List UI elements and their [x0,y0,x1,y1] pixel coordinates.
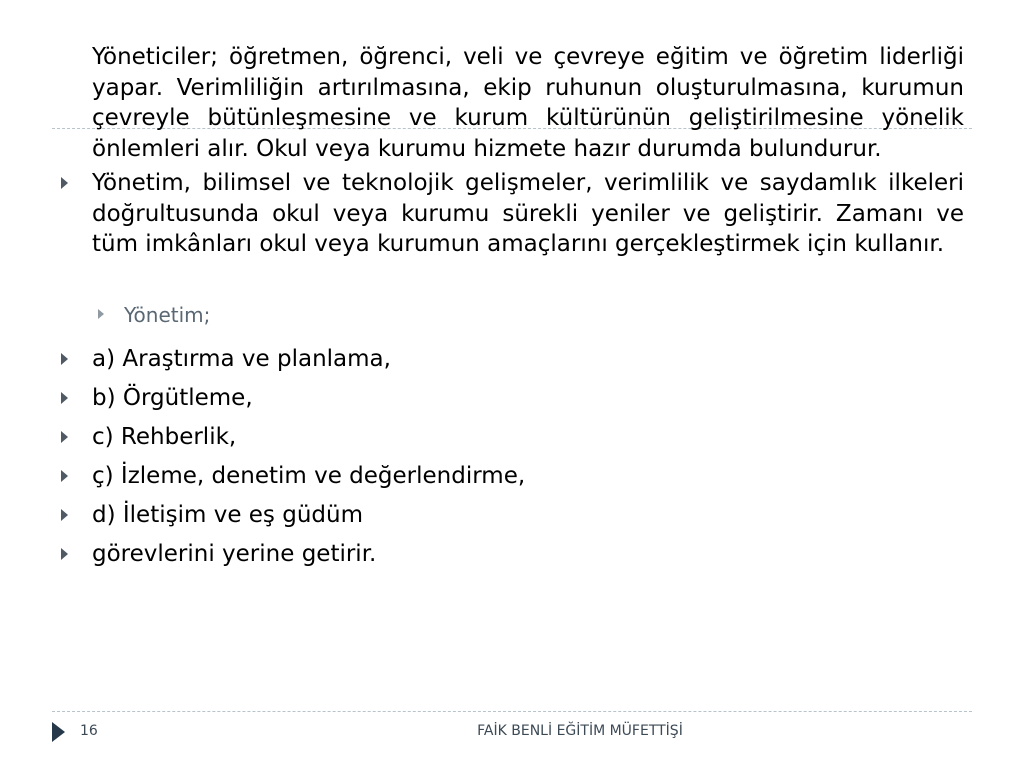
list-item [58,340,964,379]
list-item [58,457,964,496]
list-item [58,535,964,574]
list-item-text: a) Araştırma ve planlama, [92,345,391,372]
list-item-text: ç) İzleme, denetim ve değerlendirme, [92,462,526,489]
paragraph-intro [58,42,964,164]
triangle-bullet-icon [61,431,68,443]
play-arrow-icon [52,722,65,742]
sub-heading-text: Yönetim; [124,302,211,327]
paragraph-text: Yöneticiler; öğretmen, öğrenci, veli ve çevreye eğitim ve öğretim liderliği yapar. Verimliliğin artırılmasına, ekip ruhunun oluşturulmasına, kurumun çevreyle bütünleşmesine ve kurum kültürünün geliştirilmesine yönelik önlemleri alır. Okul veya kurumu hizmete hazır durumda bulundurur. [92,44,964,162]
list-item-text: c) Rehberlik, [92,423,237,450]
footer-title: FAİK BENLİ EĞİTİM MÜFETTİŞİ [477,723,683,739]
paragraph-management [58,168,964,260]
slide-number: 16 [80,723,98,739]
triangle-bullet-icon [61,509,68,521]
triangle-bullet-icon [61,470,68,482]
triangle-bullet-icon [61,177,68,189]
bottom-divider [52,711,972,712]
triangle-bullet-icon [61,392,68,404]
list-item [58,379,964,418]
triangle-bullet-icon [61,548,68,560]
list-item [58,418,964,457]
slide-content [58,42,964,574]
list-item-text: d) İletişim ve eş güdüm [92,501,363,528]
list-item [58,496,964,535]
sub-heading [58,302,964,328]
triangle-bullet-icon [98,309,104,319]
triangle-bullet-icon [61,353,68,365]
list-item-text: b) Örgütleme, [92,384,253,411]
paragraph-text: Yönetim, bilimsel ve teknolojik gelişmeler, verimlilik ve saydamlık ilkeleri doğrultusunda okul veya kurumu sürekli yeniler ve geliştirir. Zamanı ve tüm imkânları okul veya kurumun amaçlarını gerçekleştirmek için kullanır. [92,170,964,257]
list-item-text: görevlerini yerine getirir. [92,540,377,567]
